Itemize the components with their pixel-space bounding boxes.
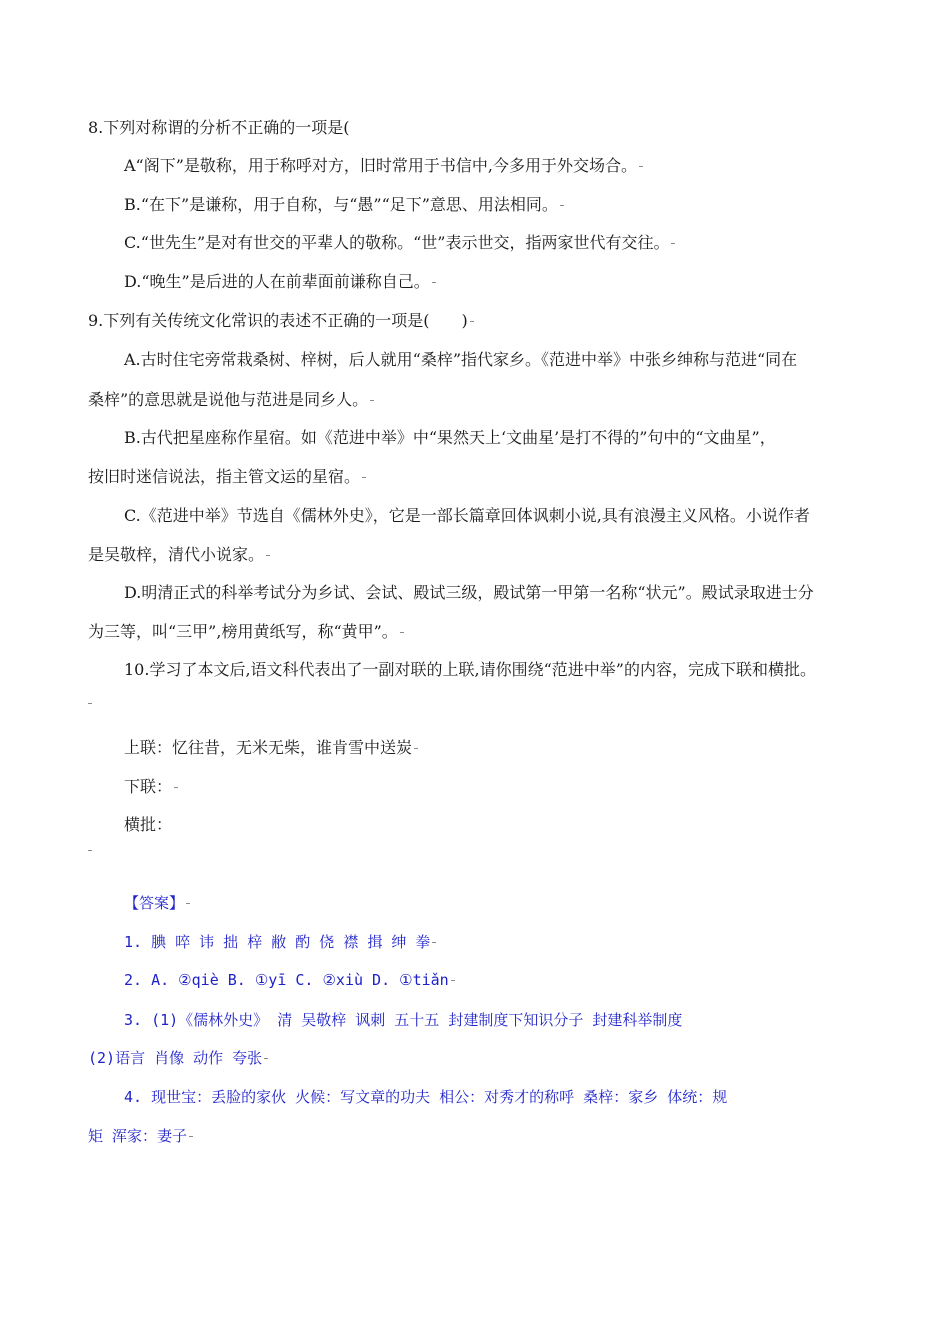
answer-1: 1. 腆 啐 讳 拙 梓 敝 酌 侥 襟 揖 绅 拳 <box>124 932 436 952</box>
q8-option-c: C.“世先生”是对有世交的平辈人的敬称。“世”表示世交，指两家世代有交往。 <box>124 233 675 253</box>
answer-2: 2. A. ②qiè B. ①yī C. ②xiù D. ①tiǎn <box>124 970 455 990</box>
q9-option-d-line2: 为三等，叫“三甲”,榜用黄纸写，称“黄甲”。 <box>88 622 404 642</box>
q9-stem: 9.下列有关传统文化常识的表述不正确的一项是( ) <box>88 311 474 331</box>
q8-option-a: A“阁下”是敬称，用于称呼对方，旧时常用于书信中,今多用于外交场合。 <box>124 156 643 176</box>
q8-option-b: B.“在下”是谦称，用于自称，与“愚”“足下”意思、用法相同。 <box>124 195 564 215</box>
q9-option-b-line2: 按旧时迷信说法，指主管文运的星宿。 <box>88 467 366 487</box>
q8-stem: 8.下列对称谓的分析不正确的一项是( <box>88 118 350 137</box>
answer-4: 4. 现世宝：丢脸的家伙 火候：写文章的功夫 相公：对秀才的称呼 桑梓：家乡 体统：规 <box>124 1088 728 1106</box>
couplet-lower: 下联： <box>124 777 178 797</box>
q9-option-c-line2: 是吴敬梓，清代小说家。 <box>88 545 270 565</box>
q9-option-d-line1: D.明清正式的科举考试分为乡试、会试、殿试三级，殿试第一甲第一名称“状元”。殿试录取进士分 <box>124 583 814 602</box>
couplet-upper: 上联：忆往昔，无米无柴，谁肯雪中送炭 <box>124 738 418 758</box>
q8-option-d: D.“晚生”是后进的人在前辈面前谦称自己。 <box>124 272 436 292</box>
paragraph-mark <box>88 703 92 704</box>
answer-3-part2: (2)语言 肖像 动作 夸张 <box>88 1048 268 1068</box>
paragraph-mark <box>88 850 92 851</box>
q10-stem: 10.学习了本文后,语文科代表出了一副对联的上联,请你围绕“范进中举”的内容，完成下联和横批。 <box>124 660 816 679</box>
q9-option-b-line1: B.古代把星座称作星宿。如《范进中举》中“果然天上‘文曲星’是打不得的”句中的“文曲星”， <box>124 428 776 447</box>
q9-option-a-line2: 桑梓”的意思就是说他与范进是同乡人。 <box>88 390 374 410</box>
couplet-banner: 横批： <box>124 815 173 834</box>
q9-option-c-line1: C.《范进中举》节选自《儒林外史》，它是一部长篇章回体讽刺小说,具有浪漫主义风格。小说作者 <box>124 506 810 525</box>
answer-title: 【答案】 <box>124 893 190 913</box>
q9-option-a-line1: A.古时住宅旁常栽桑树、梓树，后人就用“桑梓”指代家乡。《范进中举》中张乡绅称与范进“同在 <box>124 350 798 369</box>
answer-4-part2: 矩 浑家：妻子 <box>88 1126 193 1146</box>
answer-3: 3. (1)《儒林外史》 清 吴敬梓 讽刺 五十五 封建制度下知识分子 封建科举制度 <box>124 1011 683 1029</box>
